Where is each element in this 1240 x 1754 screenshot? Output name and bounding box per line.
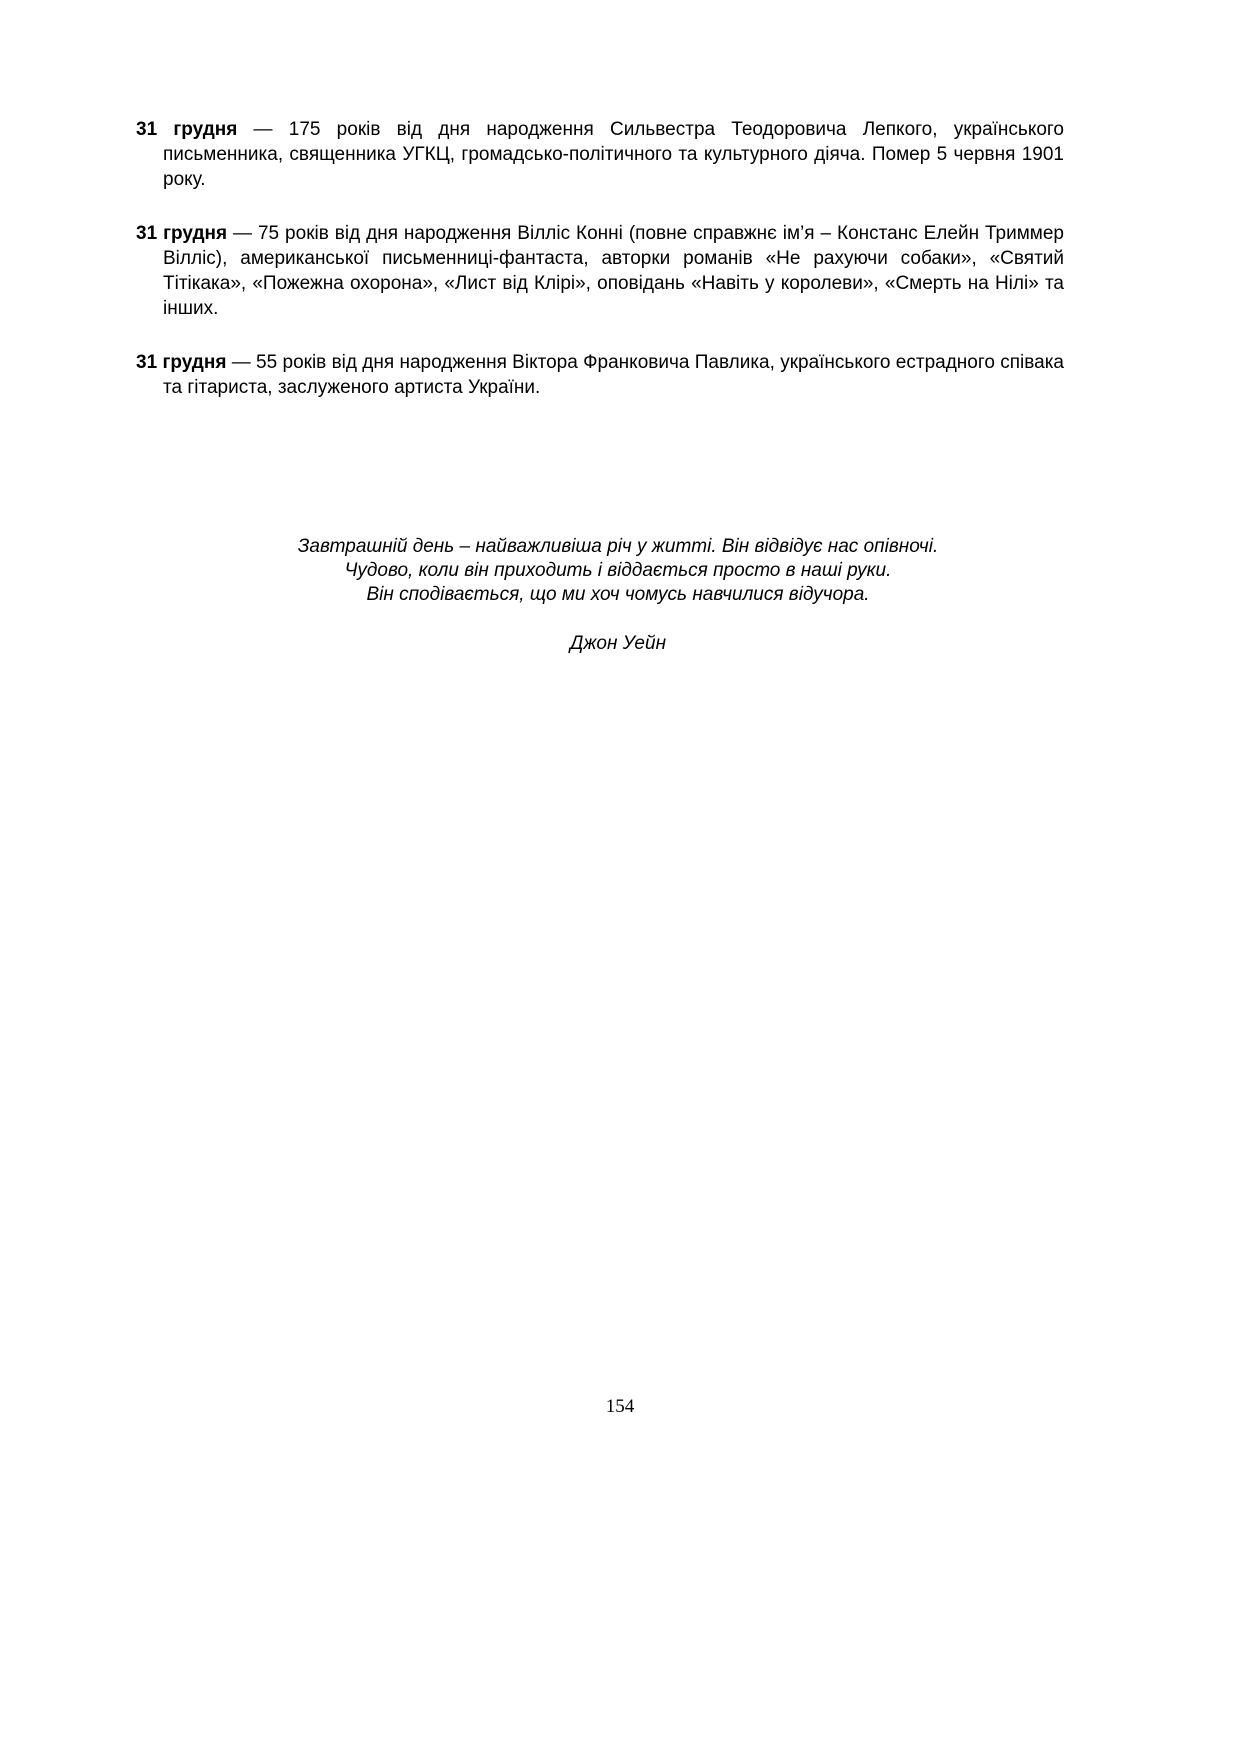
quote-line: Він сподівається, що ми хоч чомусь навчилися відучора. bbox=[366, 584, 870, 605]
entry-text: — 175 років від дня народження Сильвестра Теодоровича Лепкого, українського письменника, священника УГКЦ, громадсько-політичного та культурного діяча. Помер 5 червня 1901 року. bbox=[163, 119, 1064, 190]
anniversary-entry bbox=[136, 221, 1064, 321]
anniversary-entry bbox=[136, 350, 1064, 400]
page-number: 154 bbox=[605, 1396, 635, 1417]
quote-line: Чудово, коли він приходить і віддається просто в наші руки. bbox=[344, 560, 892, 581]
epigraph-quote bbox=[136, 535, 1100, 656]
anniversary-list bbox=[136, 117, 1064, 429]
entry-date: 31 грудня bbox=[136, 119, 238, 140]
entry-text: — 55 років від дня народження Віктора Франковича Павлика, українського естрадного співака та гітариста, заслуженого артиста України. bbox=[163, 352, 1064, 398]
anniversary-entry bbox=[136, 117, 1064, 192]
quote-line: Завтрашній день – найважливіша річ у житті. Він відвідує нас опівночі. bbox=[297, 536, 939, 557]
entry-date: 31 грудня bbox=[136, 223, 228, 244]
entry-date: 31 грудня bbox=[136, 352, 227, 373]
quote-author: Джон Уейн bbox=[569, 633, 667, 654]
entry-text: — 75 років від дня народження Вілліс Конні (повне справжнє ім’я – Констанс Елейн Триммер Вілліс), американської письменниці-фантаста, авторки романів «Не рахуючи собаки», «Святий Тітікака», «Пожежна охорона», «Лист від Клірі», оповідань «Навіть у королеви», «Смерть на Нілі» та інших. bbox=[163, 223, 1064, 319]
